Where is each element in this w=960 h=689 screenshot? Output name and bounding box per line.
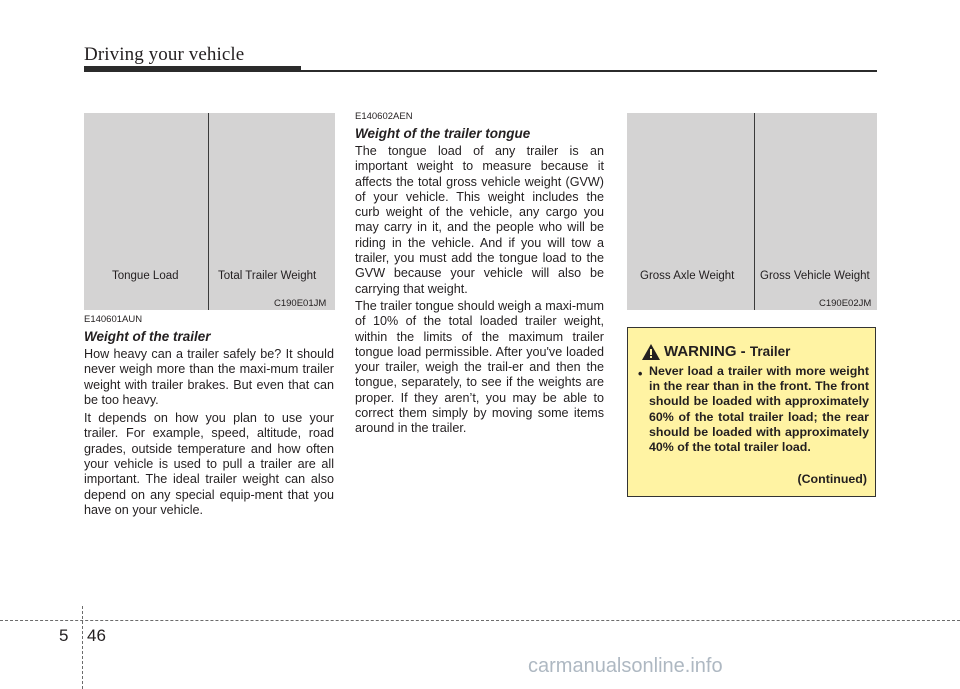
warning-triangle-icon <box>642 344 660 360</box>
warning-title-text: WARNING - <box>664 343 750 360</box>
figure-code: C190E02JM <box>819 298 872 309</box>
continued-label: (Continued) <box>797 472 867 486</box>
label-total-trailer-weight: Total Trailer Weight <box>218 270 317 282</box>
section-heading: Weight of the trailer tongue <box>355 126 531 141</box>
footer-divider <box>82 606 83 689</box>
footer-rule <box>0 620 960 621</box>
warning-title <box>664 343 790 360</box>
figure-code: C190E01JM <box>274 298 327 309</box>
warning-subtitle: Trailer <box>749 344 791 359</box>
watermark: carmanualsonline.info <box>528 655 723 677</box>
section-code: E140601AUN <box>84 314 143 325</box>
warning-text: Never load a trailer with more weight in the rear than in the front. The front should be loaded with approximately 60% of the total trailer load; the rear should be loaded with approximately 40% of the total trailer load. <box>649 364 869 455</box>
label-tongue-load: Tongue Load <box>112 270 179 282</box>
paragraph: It depends on how you plan to use your trailer. For example, speed, altitude, road grades, outside temperature and how often your vehicle is used to pull a trailer are all important. The ideal trailer weight can also depend on any special equip-ment that you have on your vehicle. <box>84 411 334 517</box>
section-heading: Weight of the trailer <box>84 329 211 344</box>
figure-tongue-load <box>84 113 335 310</box>
figure-divider <box>754 113 755 310</box>
header-rule-thin <box>301 70 877 72</box>
figure-gross-weight <box>627 113 877 310</box>
header-rule-thick <box>84 66 301 72</box>
paragraph: The trailer tongue should weigh a maxi-mum of 10% of the total loaded trailer weight, within the limits of the maximum trailer tongue load permissible. After you've loaded your trailer, weigh the trail-er and then the tongue, separately, to see if the weights are proper. If they aren’t, you may be able to correct them simply by moving some items around in the trailer. <box>355 298 604 436</box>
label-gross-vehicle-weight: Gross Vehicle Weight <box>760 270 870 282</box>
section-code: E140602AEN <box>355 111 413 122</box>
paragraph: The tongue load of any trailer is an important weight to measure because it affects the total gross vehicle weight (GVW) of your vehicle. This weight includes the curb weight of the vehicle, any cargo you may carry in it, and the people who will be riding in the vehicle. And if you will tow a trailer, you must add the tongue load to the GVW because your vehicle will also be carrying that weight. <box>355 144 604 296</box>
chapter-number: 5 <box>59 626 69 645</box>
paragraph: How heavy can a trailer safely be? It should never weigh more than the maxi-mum trailer weight with trailer brakes. But even that can be too heavy. <box>84 347 334 407</box>
warning-box <box>627 327 876 497</box>
column-trailer-weight <box>84 314 334 518</box>
label-gross-axle-weight: Gross Axle Weight <box>640 270 735 282</box>
page-number: 46 <box>87 626 106 645</box>
bullet: • <box>638 367 643 381</box>
figure-divider <box>208 113 209 310</box>
column-tongue-weight <box>355 111 604 437</box>
section-title: Driving your vehicle <box>84 44 245 65</box>
